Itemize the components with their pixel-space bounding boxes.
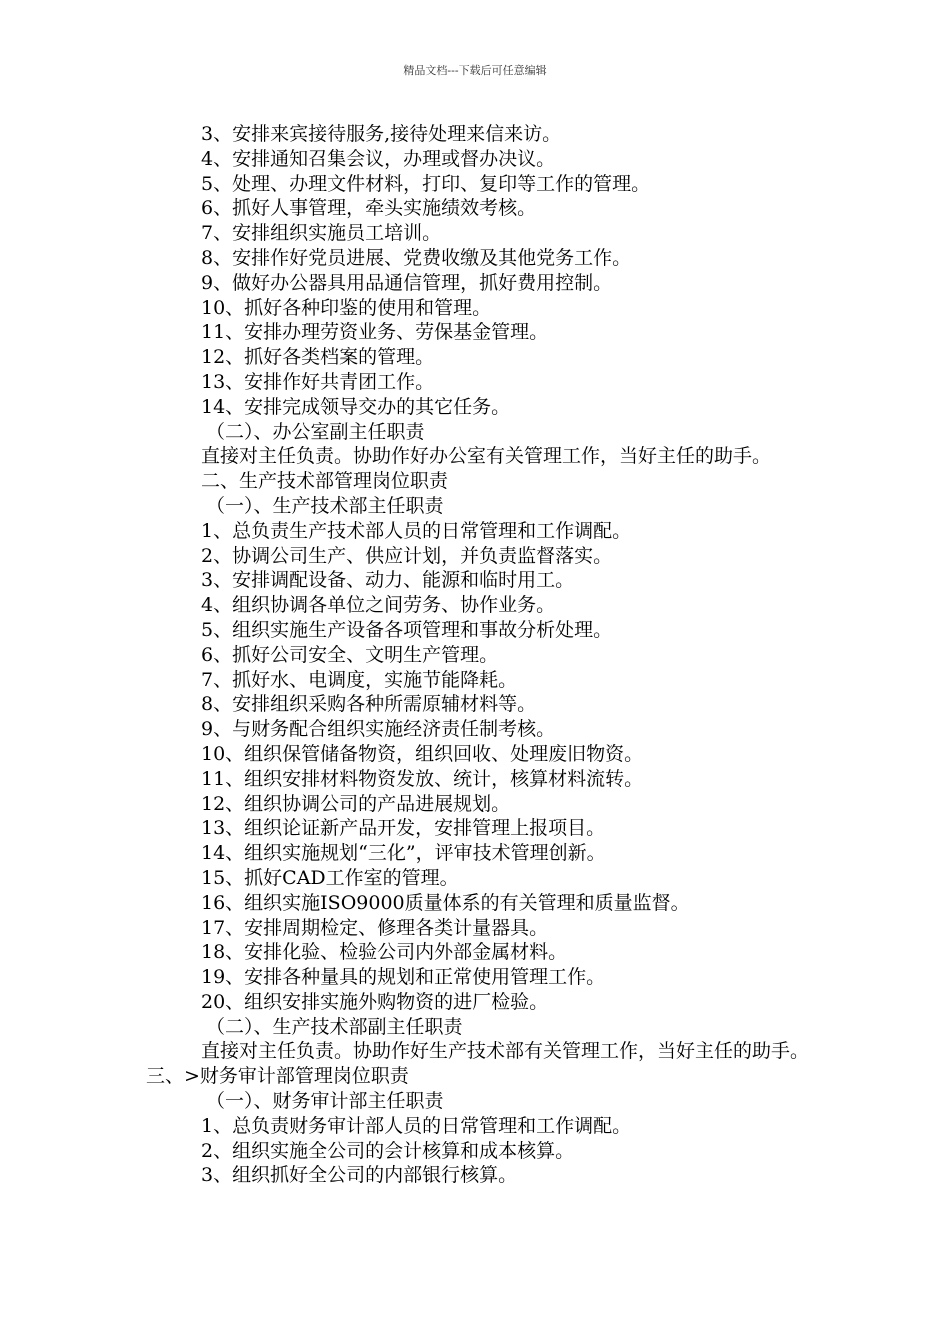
body-line: 17、安排周期检定、修理各类计量器具。	[201, 916, 549, 939]
body-line: 1、总负责财务审计部人员的日常管理和工作调配。	[201, 1114, 632, 1137]
page-header: 精品文档---下载后可任意编辑	[403, 64, 547, 77]
body-line: 3、安排来宾接待服务,接待处理来信来访。	[201, 123, 562, 145]
body-line: 13、安排作好共青团工作。	[201, 370, 435, 393]
body-line: 14、安排完成领导交办的其它任务。	[201, 395, 511, 418]
body-paragraph: 直接对主任负责。协助作好生产技术部有关管理工作，当好主任的助手。三、>财务审计部管理岗位职责	[146, 1040, 810, 1088]
body-line: 8、安排组织采购各种所需原辅材料等。	[201, 693, 537, 716]
body-paragraph: 直接对主任负责。协助作好办公室有关管理工作，当好主任的助手。	[201, 445, 772, 468]
body-line: 4、安排通知召集会议，办理或督办决议。	[201, 147, 556, 170]
body-line: 5、组织实施生产设备各项管理和事故分析处理。	[201, 618, 613, 641]
body-line: 20、组织安排实施外购物资的进厂检验。	[201, 990, 549, 1013]
body-line: 9、做好办公器具用品通信管理，抓好费用控制。	[201, 271, 613, 294]
document-body	[146, 122, 810, 1188]
body-line: 12、抓好各类档案的管理。	[201, 346, 435, 369]
body-line: 10、组织保管储备物资，组织回收、处理废旧物资。	[201, 742, 644, 765]
body-line: 6、抓好公司安全、文明生产管理。	[201, 643, 499, 666]
body-line: 19、安排各种量具的规划和正常使用管理工作。	[201, 966, 606, 989]
body-line: 5、处理、办理文件材料，打印、复印等工作的管理。	[201, 172, 651, 195]
body-line: 二、生产技术部管理岗位职责	[201, 470, 449, 493]
body-line: 16、组织实施ISO9000质量体系的有关管理和质量监督。	[201, 891, 690, 914]
section-subheading: （一）、生产技术部主任职责	[206, 494, 444, 517]
body-line: 13、组织论证新产品开发，安排管理上报项目。	[201, 817, 606, 840]
section-subheading: （二）、办公室副主任职责	[206, 420, 425, 443]
body-line: 3、组织抓好全公司的内部银行核算。	[201, 1164, 518, 1187]
body-line: 12、组织协调公司的产品进展规划。	[201, 792, 511, 815]
body-line: 15、抓好CAD工作室的管理。	[201, 866, 459, 889]
body-line: 2、组织实施全公司的会计核算和成本核算。	[201, 1139, 575, 1162]
body-line: 6、抓好人事管理，牵头实施绩效考核。	[201, 197, 537, 220]
body-line: 11、安排办理劳资业务、劳保基金管理。	[201, 321, 549, 344]
body-line: 7、抓好水、电调度，实施节能降耗。	[201, 668, 518, 691]
body-line: 3、安排调配设备、动力、能源和临时用工。	[201, 569, 575, 592]
section-subheading: （一）、财务审计部主任职责	[206, 1090, 444, 1113]
body-line: 2、协调公司生产、供应计划，并负责监督落实。	[201, 544, 613, 567]
section-subheading: （二）、生产技术部副主任职责	[206, 1015, 463, 1038]
body-line: 9、与财务配合组织实施经济责任制考核。	[201, 718, 556, 741]
body-line: 18、安排化验、检验公司内外部金属材料。	[201, 941, 568, 964]
body-line: 11、组织安排材料物资发放、统计，核算材料流转。	[201, 767, 644, 790]
body-line: 1、总负责生产技术部人员的日常管理和工作调配。	[201, 519, 632, 542]
body-line: 8、安排作好党员进展、党费收缴及其他党务工作。	[201, 246, 632, 269]
body-line: 10、抓好各种印鉴的使用和管理。	[201, 296, 492, 319]
body-line: 14、组织实施规划“三化”，评审技术管理创新。	[201, 842, 606, 865]
body-line: 7、安排组织实施员工培训。	[201, 222, 442, 245]
body-line: 4、组织协调各单位之间劳务、协作业务。	[201, 594, 556, 617]
